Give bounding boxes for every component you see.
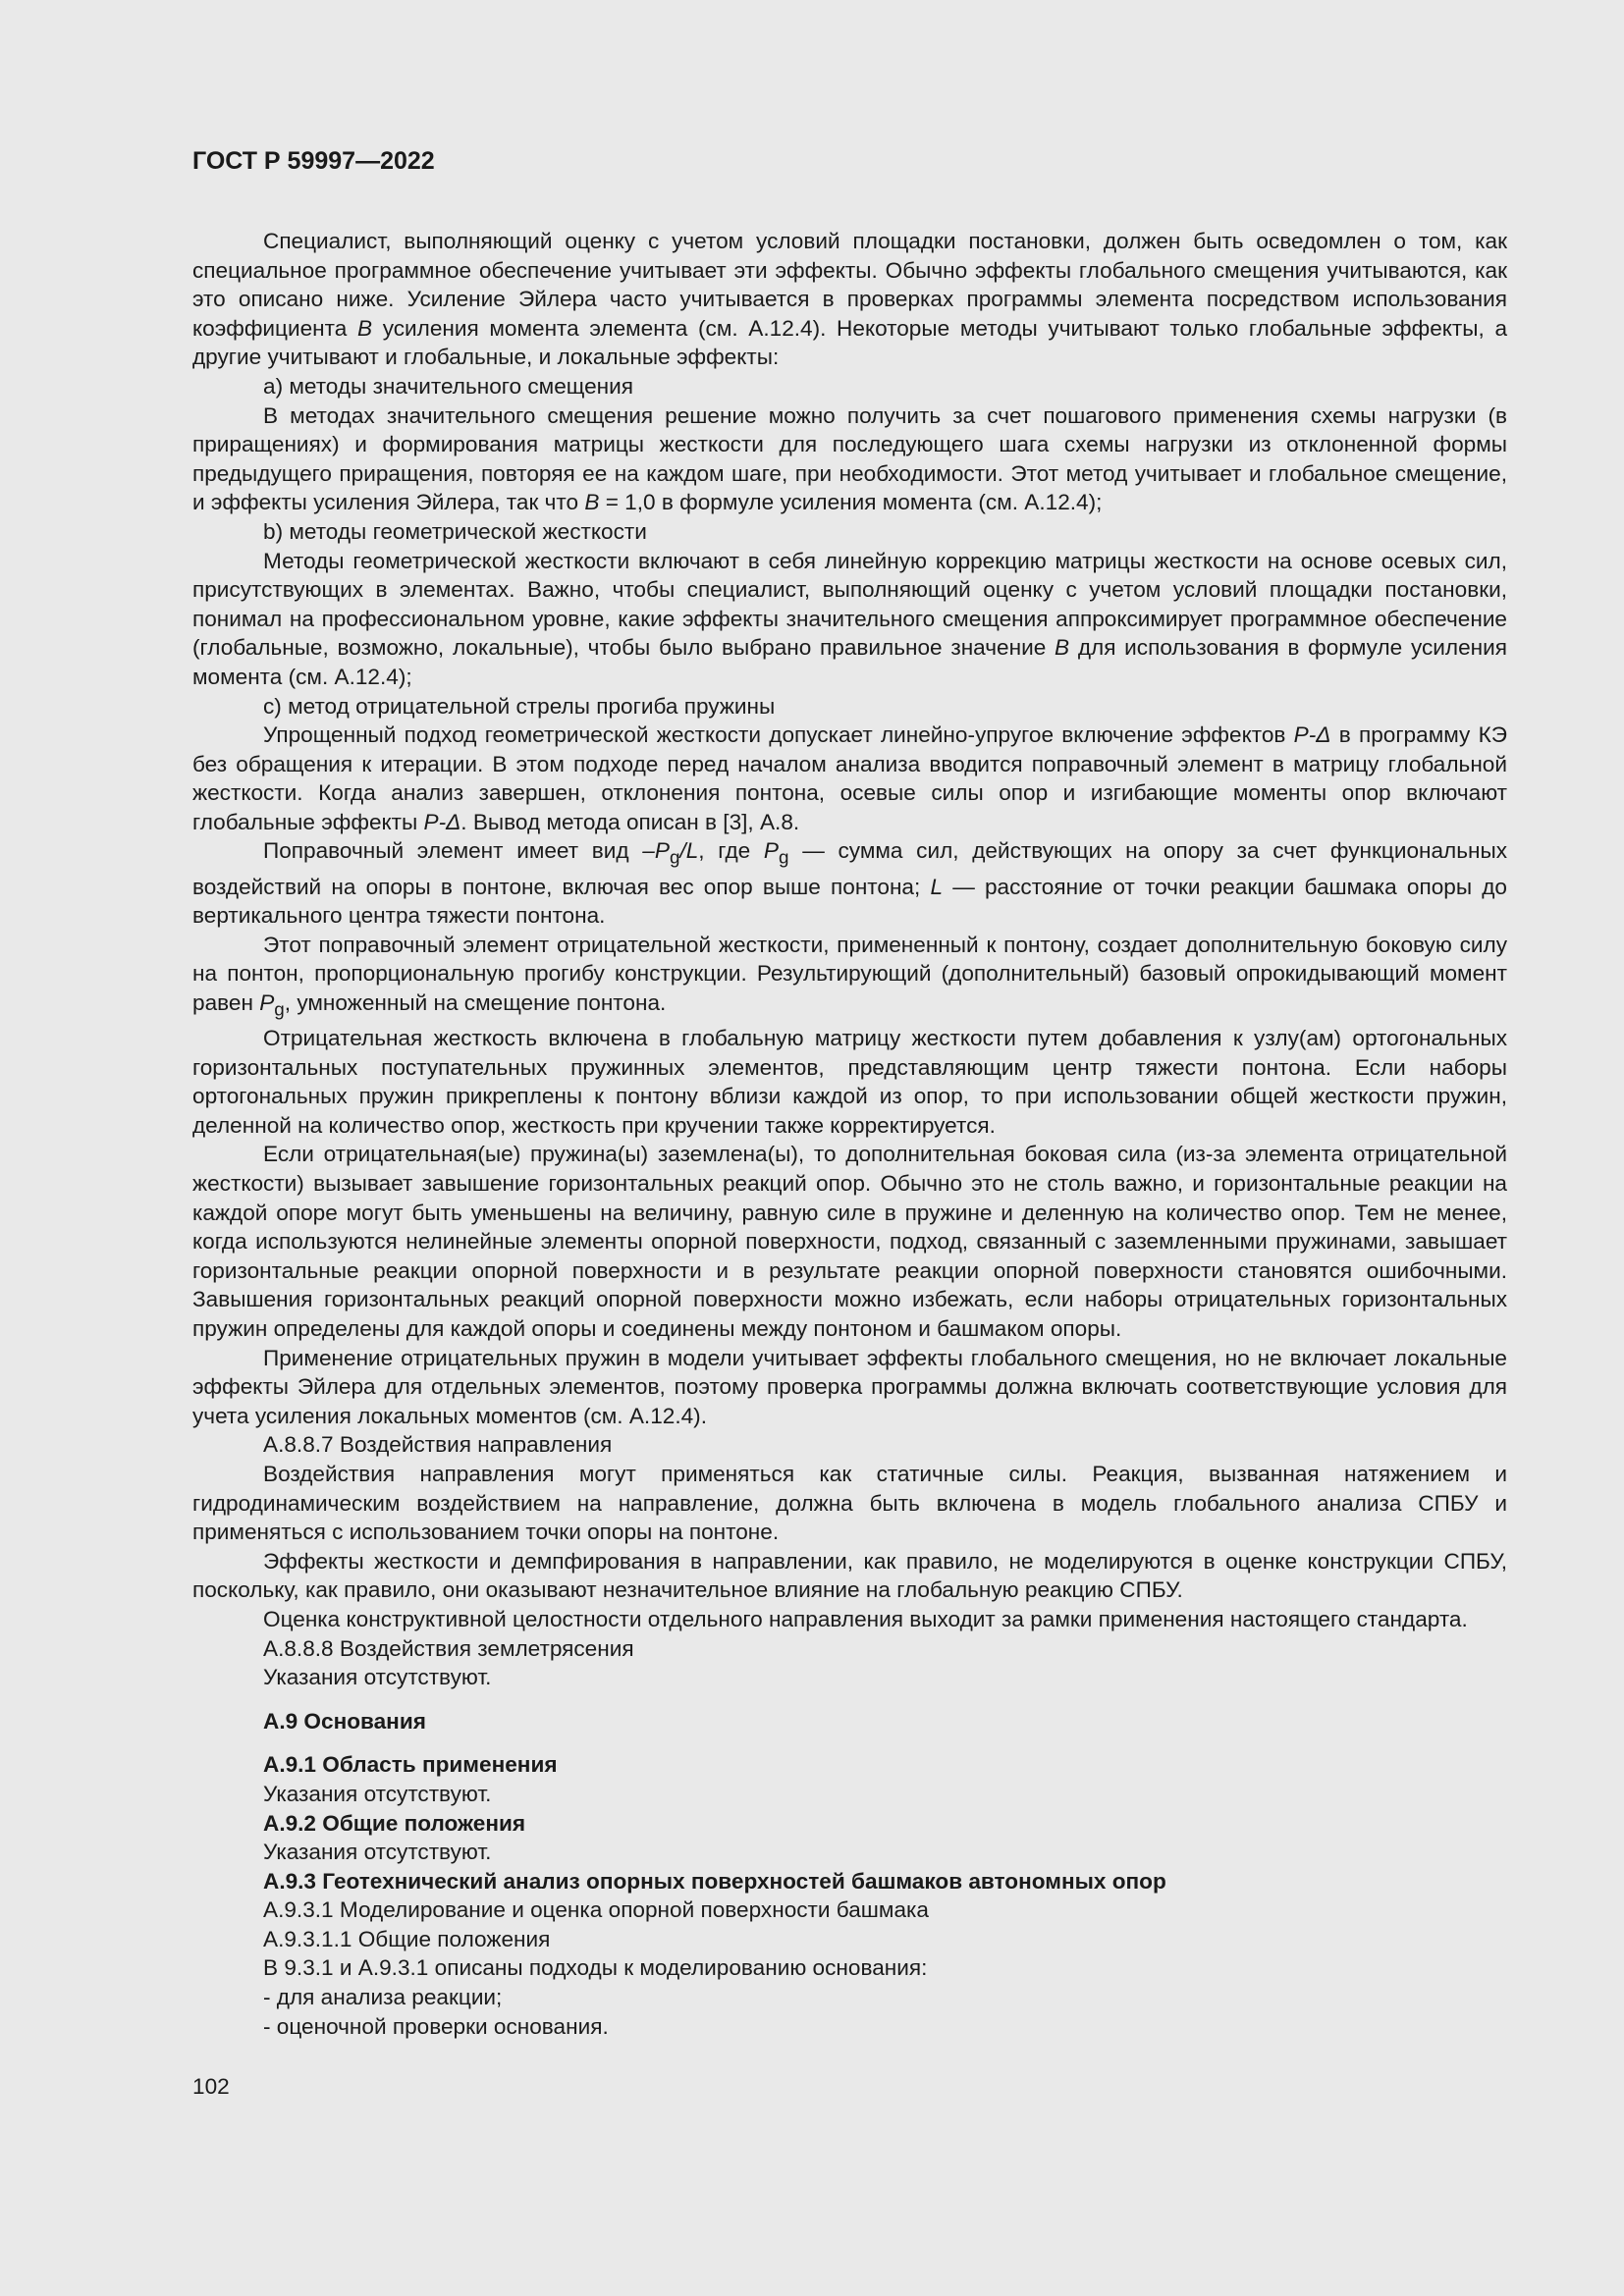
paragraph: Методы геометрической жесткости включают в себя линейную коррекцию матрицы жесткости на основе осевых сил, присутствующих в элементах. Важно, чтобы специалист, выполняющий оценку с учетом условий площадки постановки, понимал на профессиональном уровне, какие эффекты значительного смещения аппроксимирует программное обеспечение (глобальные, возможно, локальные), чтобы было выбрано правильное значение B для использования в формуле усиления момента (см. А.12.4); [192,548,1508,689]
paragraph: Отрицательная жесткость включена в глобальную матрицу жесткости путем добавления к узлу(ам) ортогональных горизонтальных поступательных пружинных элементов, представляющим центр тяжести понтона. Если наборы ортогональных пружин прикреплены к понтону вблизи каждой из опор, то при использовании общей жесткости пружин, деленной на количество опор, жесткость при кручении также корректируется. [192,1026,1507,1138]
section-heading: А.9.3 Геотехнический анализ опорных поверхностей башмаков автономных опор [263,1868,1166,1894]
note-text: Указания отсутствуют. [263,1665,492,1690]
section-number: А.8.8.8 Воздействия землетрясения [263,1635,634,1661]
paragraph: Этот поправочный элемент отрицательной жесткости, примененный к понтону, создает дополнительную боковую силу на понтон, пропорциональную прогибу конструкции. Результирующий (дополнительный) базовый опрокидывающий момент равен $P_g$, умноженный на смещение понтона. [192,932,1507,1020]
paragraph: Поправочный элемент имеет вид $-P_g/L$, где $P_g$ — сумма сил, действующих на опору за счет функциональных воздействий на опоры в понтоне, включая вес опор выше понтона; L — расстояние от точки реакции башмака опоры до вертикального центра тяжести понтона. [192,838,1508,929]
section-heading: А.9.1 Область применения [263,1752,558,1778]
paragraph: Оценка конструктивной целостности отдельного направления выходит за рамки применения настоящего стандарта. [263,1606,1468,1631]
note-text: Указания отсутствуют. [263,1781,492,1806]
note-text: Указания отсутствуют. [263,1840,492,1865]
list-item: - оценочной проверки основания. [263,2013,609,2039]
section-number: А.8.8.7 Воздействия направления [263,1432,613,1458]
section-number: А.9.3.1.1 Общие положения [263,1926,551,1951]
page-header: ГОСТ Р 59997—2022 [192,147,435,175]
body-text [192,227,1507,2041]
paragraph: Применение отрицательных пружин в модели учитывает эффекты глобального смещения, но не включает локальные эффекты Эйлера для отдельных элементов, поэтому проверка программы должна включать соответствующие условия для учета усиления локальных моментов (см. А.12.4). [192,1345,1507,1428]
paragraph: Эффекты жесткости и демпфирования в направлении, как правило, не моделируются в оценке конструкции СПБУ, поскольку, как правило, они оказывают незначительное влияние на глобальную реакцию СПБУ. [192,1548,1507,1603]
section-heading: А.9 Основания [263,1708,426,1734]
paragraph: Упрощенный подход геометрической жесткости допускает линейно-упругое включение эффектов P-Δ в программу КЭ без обращения к итерации. В этом подходе перед началом анализа вводится поправочный элемент в матрицу глобальной жесткости. Когда анализ завершен, отклонения понтона, осевые силы опор и изгибающие моменты опор включают глобальные эффекты P-Δ. Вывод метода описан в [3], А.8. [192,722,1507,834]
paragraph: Воздействия направления могут применяться как статичные силы. Реакция, вызванная натяжением и гидродинамическим воздействием на направление, должна быть включена в модель глобального анализа СПБУ и применяться с использованием точки опоры на понтоне. [192,1461,1507,1545]
page-number: 102 [192,2074,230,2099]
list-item: - для анализа реакции; [263,1985,503,2010]
list-item-c: c) метод отрицательной стрелы прогиба пружины [263,693,776,719]
section-number: А.9.3.1 Моделирование и оценка опорной поверхности башмака [263,1897,929,1923]
section-heading: А.9.2 Общие положения [263,1810,526,1836]
list-item-b: b) методы геометрической жесткости [263,518,647,544]
paragraph: Если отрицательная(ые) пружина(ы) заземлена(ы), то дополнительная боковая сила (из-за элемента отрицательной жесткости) вызывает завышение горизонтальных реакций опор. Обычно это не столь важно, и горизонтальные реакции на каждой опоре могут быть уменьшены на величину, равную силе в пружине и деленную на количество опор. Тем не менее, когда используются нелинейные элементы опорной поверхности, подход, связанный с заземленными пружинами, завышает горизонтальные реакции опорной поверхности и в результате реакции опорной поверхности становятся ошибочными. Завышения горизонтальных реакций опорной поверхности можно избежать, если наборы отрицательных горизонтальных пружин определены для каждой опоры и соединены между понтоном и башмаком опоры. [192,1142,1507,1341]
list-item-a: а) методы значительного смещения [263,373,633,399]
paragraph: В методах значительного смещения решение можно получить за счет пошагового применения схемы нагрузки (в приращениях) и формирования матрицы жесткости для последующего шага схемы нагрузки из отклоненной формы предыдущего приращения, повторяя ее на каждом шаге, при необходимости. Этот метод учитывает и глобальное смещение, и эффекты усиления Эйлера, так что B = 1,0 в формуле усиления момента (см. А.12.4); [192,402,1507,515]
paragraph: Специалист, выполняющий оценку с учетом условий площадки постановки, должен быть осведомлен о том, как специальное программное обеспечение учитывает эти эффекты. Обычно эффекты глобального смещения учитываются, как это описано ниже. Усиление Эйлера часто учитывается в проверках программы элемента посредством использования коэффициента B усиления момента элемента (см. А.12.4). Некоторые методы учитывают только глобальные эффекты, а другие учитывают и глобальные, и локальные эффекты: [192,229,1508,370]
paragraph: В 9.3.1 и А.9.3.1 описаны подходы к моделированию основания: [263,1955,928,1981]
